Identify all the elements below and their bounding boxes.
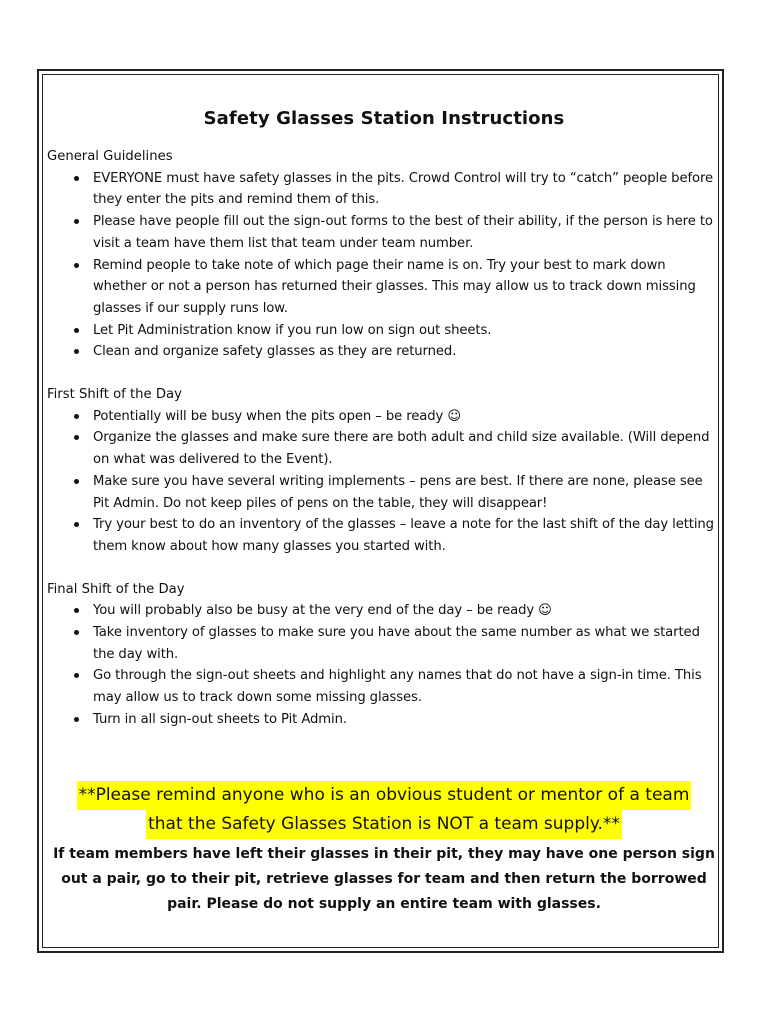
list-item — [47, 427, 721, 470]
section-heading: General Guidelines — [47, 149, 173, 164]
document-title: Safety Glasses Station Instructions — [203, 108, 565, 129]
bullet-icon — [74, 630, 79, 635]
bullet-icon — [74, 673, 79, 678]
list-item-text: Make sure you have several writing implements – pens are best. If there are none, please see Pit Admin. Do not keep piles of pens on the table, they will disappear! — [93, 473, 703, 511]
list-item-text: Remind people to take note of which page their name is on. Try your best to mark down whether or not a person has returned their glasses. This may allow us to track down missing glasses if our supply runs low. — [93, 257, 696, 316]
team-supply-notice — [47, 781, 721, 917]
bullet-icon — [74, 328, 79, 333]
list-item-text: Go through the sign-out sheets and highlight any names that do not have a sign-in time. This may allow us to track down some missing glasses. — [93, 668, 702, 706]
highlighted-notice-line: **Please remind anyone who is an obvious student or mentor of a team — [77, 781, 692, 810]
highlighted-notice-line: that the Safety Glasses Station is NOT a team supply.** — [146, 810, 622, 839]
bullet-list — [47, 168, 721, 363]
bullet-icon — [74, 176, 79, 181]
bullet-icon — [74, 414, 79, 419]
bullet-icon — [74, 522, 79, 527]
section-heading: Final Shift of the Day — [47, 581, 185, 597]
list-item — [47, 471, 721, 514]
section-first-shift — [47, 384, 721, 558]
bullet-icon — [74, 608, 79, 613]
list-item — [47, 514, 721, 557]
list-item-text: Organize the glasses and make sure there are both adult and child size available. (Will depend on what was delivered to the Event). — [93, 430, 710, 468]
list-item-text: EVERYONE must have safety glasses in the pits. Crowd Control will try to “catch” people before they enter the pits and remind them of this. — [93, 170, 714, 208]
list-item — [47, 341, 721, 363]
bullet-icon — [74, 479, 79, 484]
list-item — [47, 665, 721, 708]
section-final-shift — [47, 579, 721, 731]
list-item — [47, 320, 721, 342]
list-item-text: Clean and organize safety glasses as they are returned. — [93, 344, 457, 360]
list-item — [47, 600, 721, 622]
list-item — [47, 255, 721, 320]
list-item — [47, 168, 721, 211]
list-item — [47, 709, 721, 731]
list-item — [47, 211, 721, 254]
list-item-text: You will probably also be busy at the very end of the day – be ready ☺ — [93, 603, 552, 619]
list-item-text: Try your best to do an inventory of the glasses – leave a note for the last shift of the day letting them know about how many glasses you started with. — [93, 517, 714, 554]
bullet-icon — [74, 435, 79, 440]
bullet-icon — [74, 263, 79, 268]
list-item — [47, 622, 721, 665]
list-item-text: Turn in all sign-out sheets to Pit Admin. — [93, 711, 347, 727]
bullet-icon — [74, 717, 79, 722]
bullet-icon — [74, 349, 79, 354]
list-item-text: Potentially will be busy when the pits open – be ready ☺ — [93, 408, 461, 424]
bullet-icon — [74, 219, 79, 224]
section-heading: First Shift of the Day — [47, 387, 182, 403]
document-content — [47, 108, 721, 752]
list-item — [47, 406, 721, 428]
notice-body: If team members have left their glasses in their pit, they may have one person sign out a pair, go to their pit, retrieve glasses for team and then return the borrowed pair. Please do not supply an entire team with glasses. — [53, 846, 715, 912]
section-general-guidelines — [47, 146, 721, 363]
bullet-list — [47, 406, 721, 558]
list-item-text: Take inventory of glasses to make sure you have about the same number as what we started the day with. — [93, 625, 700, 662]
list-item-text: Please have people fill out the sign-out forms to the best of their ability, if the person is here to visit a team have them list that team under team number. — [93, 214, 713, 251]
bullet-list — [47, 600, 721, 730]
list-item-text: Let Pit Administration know if you run low on sign out sheets. — [93, 322, 492, 338]
